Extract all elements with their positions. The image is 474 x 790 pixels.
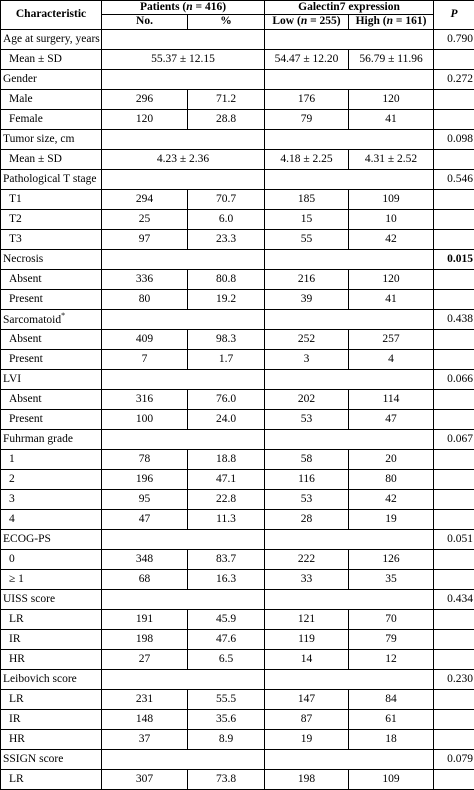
table-group-row [1,130,474,150]
cell-low: 15 [265,210,349,230]
row-label: ≥ 1 [1,570,102,590]
cell-low: 79 [265,110,349,130]
cell-empty [102,310,265,330]
cell-high: 56.79 ± 11.96 [349,50,434,70]
cell-low: 4.18 ± 2.25 [265,150,349,170]
cell-pct: 98.3 [188,330,265,350]
cell-high: 4 [349,350,434,370]
cell-high: 120 [349,90,434,110]
table-row [1,710,474,730]
cell-high: 109 [349,770,434,790]
row-label: Mean ± SD [1,50,102,70]
cell-no: 294 [102,190,188,210]
cell-no: 191 [102,610,188,630]
cell-no: 198 [102,630,188,650]
table-row [1,410,474,430]
p-value: 0.015 [434,250,474,270]
cell-empty [265,70,434,90]
row-label: Female [1,110,102,130]
row-label: Sarcomatoid* [1,310,102,330]
cell-no: 27 [102,650,188,670]
cell-high: 47 [349,410,434,430]
cell-pct: 24.0 [188,410,265,430]
cell-empty [265,250,434,270]
p-value-empty [434,410,474,430]
header-patients [102,1,265,15]
row-label: HR [1,650,102,670]
cell-no: 336 [102,270,188,290]
cell-patients-merged: 55.37 ± 12.15 [102,50,265,70]
table-group-row [1,430,474,450]
cell-no: 7 [102,350,188,370]
row-label: Absent [1,390,102,410]
cell-high: 18 [349,730,434,750]
header-patients-label: Patients (n = 416) [140,1,226,13]
cell-no: 25 [102,210,188,230]
table-row [1,50,474,70]
cell-high: 41 [349,110,434,130]
cell-low: 119 [265,630,349,650]
cell-low: 14 [265,650,349,670]
cell-no: 120 [102,110,188,130]
cell-pct: 1.7 [188,350,265,370]
cell-high: 79 [349,630,434,650]
row-label: IR [1,710,102,730]
cell-high: 10 [349,210,434,230]
table-row [1,550,474,570]
p-value-empty [434,770,474,790]
p-value-empty [434,190,474,210]
cell-low: 216 [265,270,349,290]
row-label: T2 [1,210,102,230]
cell-empty [102,530,265,550]
table-group-row [1,30,474,50]
p-value: 0.079 [434,750,474,770]
cell-high: 80 [349,470,434,490]
header-galectin-high: High (n = 161) [349,15,434,30]
cell-no: 47 [102,510,188,530]
p-value: 0.790 [434,30,474,50]
table-row [1,470,474,490]
p-value-empty [434,150,474,170]
cell-low: 39 [265,290,349,310]
p-value: 0.438 [434,310,474,330]
p-value-empty [434,630,474,650]
cell-pct: 6.5 [188,650,265,670]
cell-empty [102,370,265,390]
cell-low: 54.47 ± 12.20 [265,50,349,70]
cell-high: 19 [349,510,434,530]
cell-pct: 28.8 [188,110,265,130]
table-group-row [1,750,474,770]
row-label: Present [1,290,102,310]
cell-low: 198 [265,770,349,790]
row-label: LR [1,690,102,710]
table-row [1,230,474,250]
table-row [1,190,474,210]
cell-high: 12 [349,650,434,670]
cell-high: 42 [349,230,434,250]
cell-pct: 6.0 [188,210,265,230]
table-row [1,690,474,710]
table-row [1,490,474,510]
p-value: 0.546 [434,170,474,190]
row-label: Fuhrman grade [1,430,102,450]
cell-low: 121 [265,610,349,630]
cell-empty [265,170,434,190]
cell-pct: 8.9 [188,730,265,750]
p-value: 0.434 [434,590,474,610]
table-group-row [1,310,474,330]
row-label: SSIGN score [1,750,102,770]
table-row [1,510,474,530]
cell-pct: 35.6 [188,710,265,730]
cell-low: 147 [265,690,349,710]
p-value-empty [434,390,474,410]
cell-empty [102,170,265,190]
cell-empty [265,30,434,50]
p-value: 0.066 [434,370,474,390]
row-label: 4 [1,510,102,530]
table-row [1,90,474,110]
cell-pct: 18.8 [188,450,265,470]
row-label: T3 [1,230,102,250]
table-row [1,110,474,130]
cell-pct: 73.8 [188,770,265,790]
cell-no: 296 [102,90,188,110]
cell-pct: 83.7 [188,550,265,570]
row-label: Present [1,410,102,430]
cell-empty [265,590,434,610]
row-label: Pathological T stage [1,170,102,190]
cell-low: 58 [265,450,349,470]
p-value-empty [434,270,474,290]
row-label: HR [1,730,102,750]
cell-high: 41 [349,290,434,310]
cell-high: 126 [349,550,434,570]
cell-low: 202 [265,390,349,410]
cell-no: 97 [102,230,188,250]
row-label: ECOG-PS [1,530,102,550]
cell-low: 33 [265,570,349,590]
table-row [1,390,474,410]
cell-high: 61 [349,710,434,730]
cell-empty [265,310,434,330]
table-group-row [1,250,474,270]
cell-empty [102,670,265,690]
table-row [1,630,474,650]
cell-empty [102,750,265,770]
cell-pct: 19.2 [188,290,265,310]
cell-pct: 11.3 [188,510,265,530]
cell-empty [102,130,265,150]
table-row [1,270,474,290]
table-row [1,450,474,470]
cell-low: 176 [265,90,349,110]
cell-high: 42 [349,490,434,510]
cell-empty [102,430,265,450]
p-value-empty [434,230,474,250]
cell-low: 185 [265,190,349,210]
table-row [1,290,474,310]
header-galectin: Galectin7 expression [265,1,434,15]
p-value-empty [434,550,474,570]
table-group-row [1,670,474,690]
cell-low: 116 [265,470,349,490]
cell-high: 4.31 ± 2.52 [349,150,434,170]
cell-no: 80 [102,290,188,310]
cell-patients-merged: 4.23 ± 2.36 [102,150,265,170]
cell-high: 84 [349,690,434,710]
cell-high: 109 [349,190,434,210]
cell-empty [265,750,434,770]
p-value-empty [434,110,474,130]
row-label: LR [1,610,102,630]
p-value: 0.051 [434,530,474,550]
table-row [1,210,474,230]
cell-pct: 22.8 [188,490,265,510]
row-label: 0 [1,550,102,570]
p-value-empty [434,90,474,110]
header-row-top [1,1,474,15]
cell-no: 196 [102,470,188,490]
row-label: 2 [1,470,102,490]
p-value-empty [434,490,474,510]
row-label: LR [1,770,102,790]
cell-low: 252 [265,330,349,350]
table-row [1,650,474,670]
table-group-row [1,530,474,550]
table-row [1,350,474,370]
cell-high: 70 [349,610,434,630]
header-galectin-low: Low (n = 255) [265,15,349,30]
header-patients-no: No. [102,15,188,30]
table-group-row [1,590,474,610]
cell-high: 120 [349,270,434,290]
cell-low: 53 [265,410,349,430]
row-label: Gender [1,70,102,90]
cell-low: 55 [265,230,349,250]
cell-pct: 47.1 [188,470,265,490]
p-value-empty [434,730,474,750]
cell-no: 231 [102,690,188,710]
p-value-empty [434,210,474,230]
row-label: Necrosis [1,250,102,270]
cell-high: 20 [349,450,434,470]
row-label: Male [1,90,102,110]
cell-pct: 80.8 [188,270,265,290]
row-label: Mean ± SD [1,150,102,170]
cell-pct: 45.9 [188,610,265,630]
table-row [1,730,474,750]
p-value-empty [434,650,474,670]
p-value-empty [434,470,474,490]
cell-no: 307 [102,770,188,790]
p-value-empty [434,710,474,730]
p-value-empty [434,450,474,470]
cell-pct: 23.3 [188,230,265,250]
table-group-row [1,70,474,90]
row-label: Absent [1,330,102,350]
cell-low: 222 [265,550,349,570]
p-value: 0.272 [434,70,474,90]
cell-empty [265,430,434,450]
cell-low: 53 [265,490,349,510]
cell-no: 348 [102,550,188,570]
table-row [1,770,474,790]
row-label: Age at surgery, years [1,30,102,50]
cell-low: 19 [265,730,349,750]
row-label: LVI [1,370,102,390]
cell-empty [102,590,265,610]
cell-pct: 55.5 [188,690,265,710]
row-label: IR [1,630,102,650]
cell-no: 68 [102,570,188,590]
cell-pct: 71.2 [188,90,265,110]
cell-low: 28 [265,510,349,530]
cell-empty [102,250,265,270]
p-value: 0.098 [434,130,474,150]
table-row [1,150,474,170]
cell-pct: 16.3 [188,570,265,590]
cell-empty [265,370,434,390]
cell-no: 78 [102,450,188,470]
row-label: Tumor size, cm [1,130,102,150]
cell-pct: 76.0 [188,390,265,410]
cell-low: 87 [265,710,349,730]
cell-empty [265,670,434,690]
cell-high: 257 [349,330,434,350]
cell-high: 35 [349,570,434,590]
table-row [1,570,474,590]
table-group-row [1,370,474,390]
p-value-empty [434,510,474,530]
cell-no: 100 [102,410,188,430]
cell-no: 409 [102,330,188,350]
header-patients-pct: % [188,15,265,30]
cell-pct: 70.7 [188,190,265,210]
header-characteristic: Characteristic [1,1,102,30]
row-label: Absent [1,270,102,290]
p-value-empty [434,330,474,350]
cell-empty [102,30,265,50]
cell-empty [265,530,434,550]
p-value-empty [434,350,474,370]
table-row [1,330,474,350]
row-label: Leibovich score [1,670,102,690]
table-body [1,30,474,790]
cell-low: 3 [265,350,349,370]
cell-no: 37 [102,730,188,750]
cell-empty [102,70,265,90]
cell-no: 95 [102,490,188,510]
row-label: 3 [1,490,102,510]
p-value: 0.067 [434,430,474,450]
p-value-empty [434,50,474,70]
header-p: P [434,1,474,30]
row-label: T1 [1,190,102,210]
p-value: 0.230 [434,670,474,690]
cell-empty [265,130,434,150]
row-label: UISS score [1,590,102,610]
table-group-row [1,170,474,190]
row-label: 1 [1,450,102,470]
p-value-empty [434,690,474,710]
cell-pct: 47.6 [188,630,265,650]
cell-no: 316 [102,390,188,410]
cell-no: 148 [102,710,188,730]
cell-high: 114 [349,390,434,410]
p-value-empty [434,570,474,590]
p-value-empty [434,290,474,310]
row-label: Present [1,350,102,370]
